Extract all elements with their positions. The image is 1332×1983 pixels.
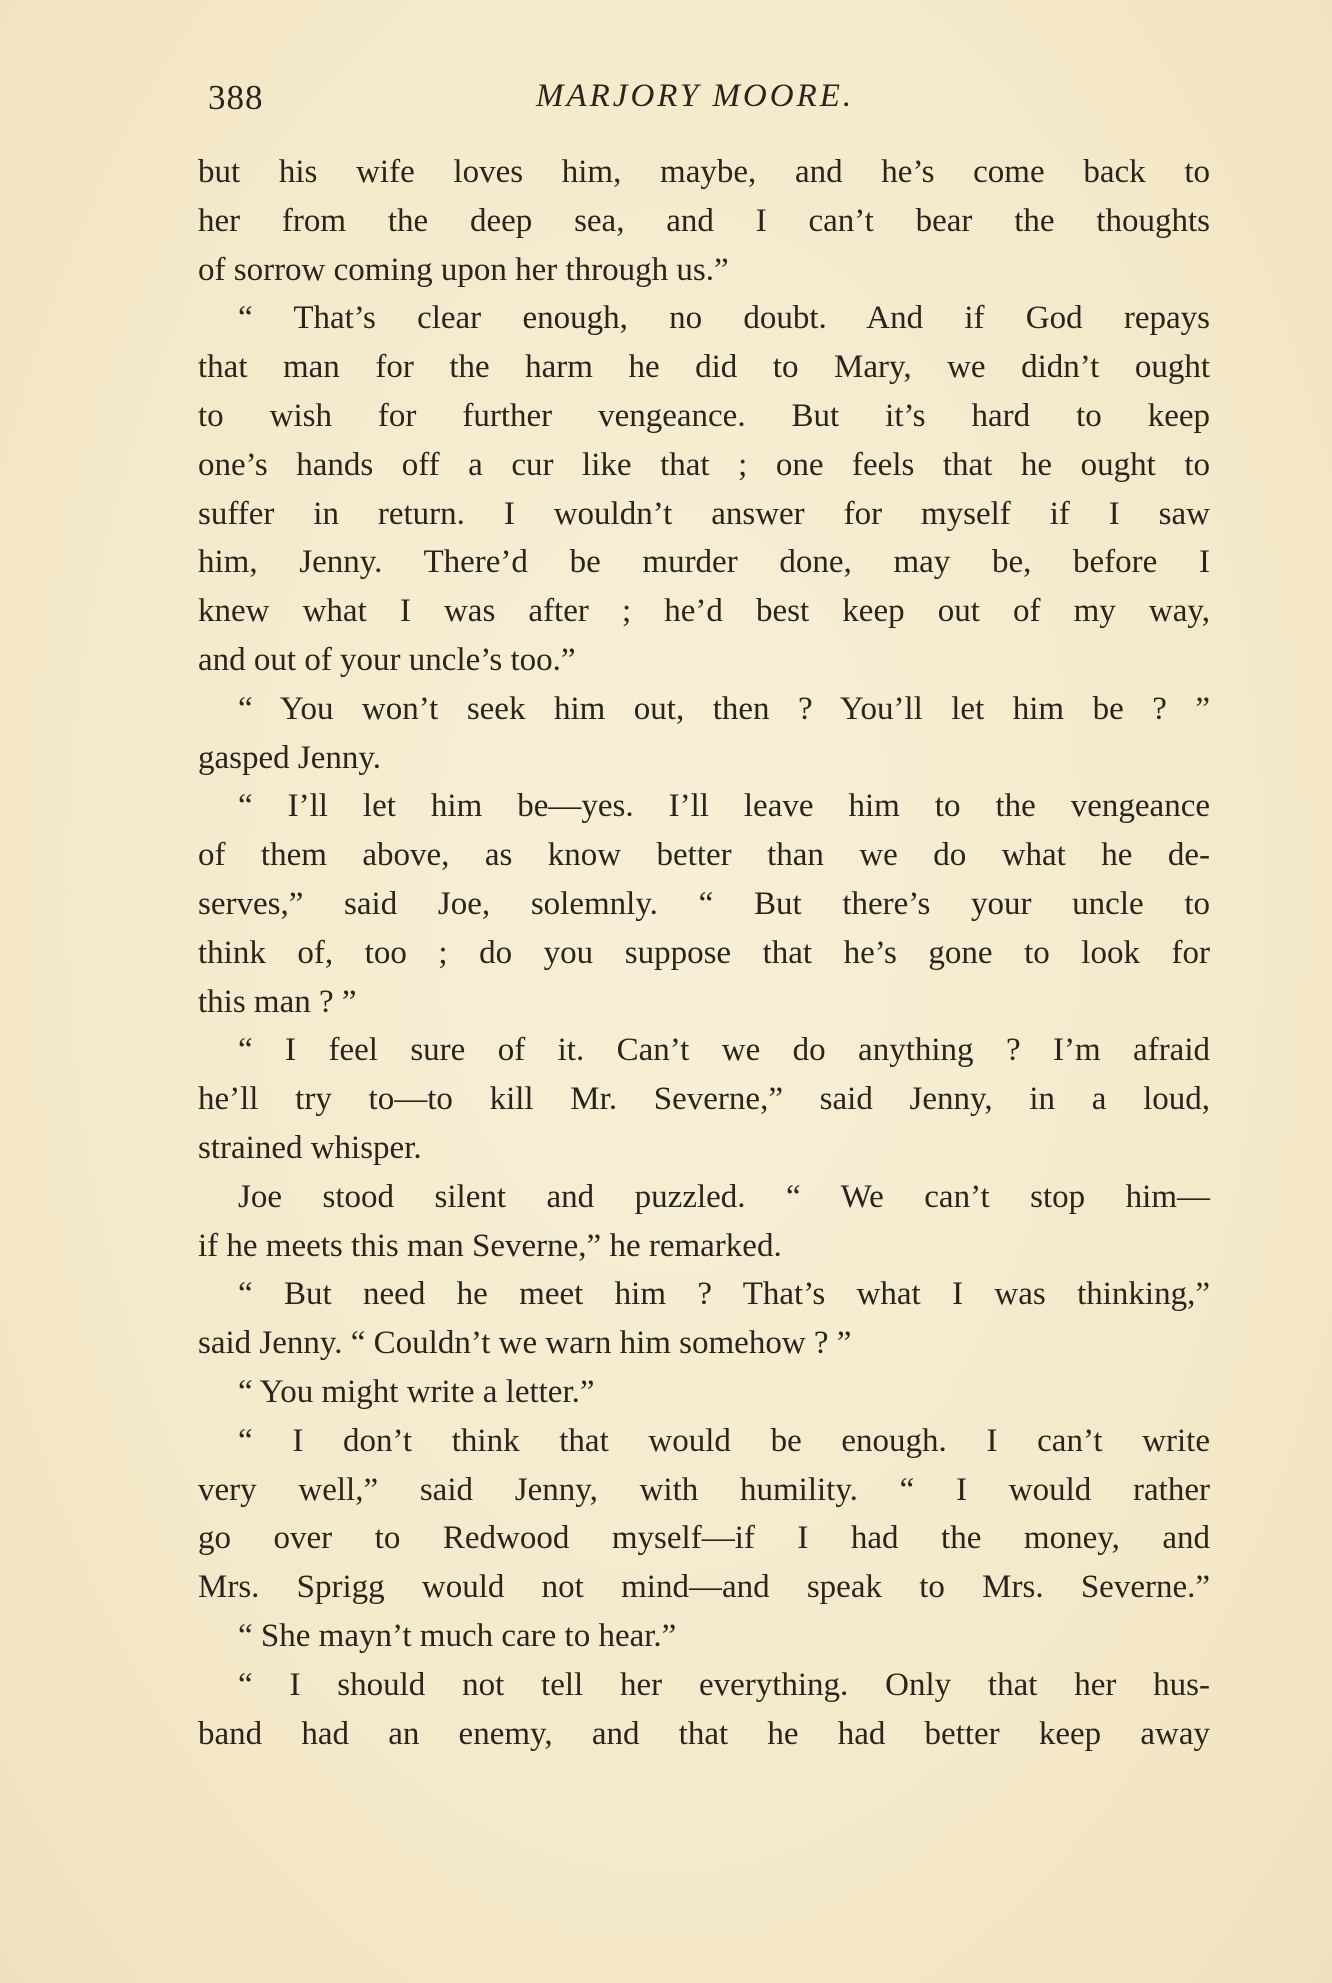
text-line: “ I should not tell her everything. Only that her hus-	[238, 1666, 1210, 1703]
text-line: but his wife loves him, maybe, and he’s come back to	[198, 154, 1210, 190]
text-line: that man for the harm he did to Mary, we didn’t ought	[198, 349, 1210, 386]
text-line: go over to Redwood myself—if I had the money, and	[198, 1520, 1210, 1557]
text-line: gasped Jenny.	[198, 739, 381, 776]
text-line: “ You might write a letter.”	[238, 1373, 595, 1410]
text-line: he’ll try to—to kill Mr. Severne,” said Jenny, in a loud,	[198, 1081, 1210, 1118]
text-line: knew what I was after ; he’d best keep out of my way,	[198, 593, 1210, 630]
text-line: suffer in return. I wouldn’t answer for myself if I saw	[198, 495, 1210, 532]
text-line: think of, too ; do you suppose that he’s gone to look for	[198, 934, 1210, 971]
text-line: her from the deep sea, and I can’t bear the thoughts	[198, 202, 1210, 239]
text-line: said Jenny. “ Couldn’t we warn him somehow ? ”	[198, 1325, 852, 1362]
text-line: of them above, as know better than we do what he de-	[198, 837, 1210, 874]
text-line: “ I feel sure of it. Can’t we do anything ? I’m afraid	[238, 1032, 1210, 1069]
text-line: to wish for further vengeance. But it’s hard to keep	[198, 397, 1210, 434]
text-line: strained whisper.	[198, 1129, 422, 1166]
page-number: 388	[208, 78, 264, 117]
text-line: “ I don’t think that would be enough. I can’t write	[238, 1422, 1210, 1459]
text-line: Mrs. Sprigg would not mind—and speak to Mrs. Severne.”	[198, 1569, 1210, 1606]
text-line: very well,” said Jenny, with humility. “ I would rather	[198, 1471, 1210, 1508]
text-line: “ I’ll let him be—yes. I’ll leave him to the vengeance	[238, 788, 1210, 825]
running-title: MARJORY MOORE.	[536, 78, 855, 114]
text-line: serves,” said Joe, solemnly. “ But there’s your uncle to	[198, 885, 1210, 922]
text-line: “ That’s clear enough, no doubt. And if God repays	[238, 300, 1210, 337]
text-line: Joe stood silent and puzzled. “ We can’t stop him—	[238, 1178, 1210, 1215]
running-head	[196, 78, 1196, 128]
text-line: and out of your uncle’s too.”	[198, 641, 576, 678]
text-line: him, Jenny. There’d be murder done, may be, before I	[198, 544, 1210, 581]
text-line: band had an enemy, and that he had better keep away	[198, 1715, 1210, 1752]
text-line: “ But need he meet him ? That’s what I was thinking,”	[238, 1276, 1210, 1313]
text-line: one’s hands off a cur like that ; one feels that he ought to	[198, 446, 1210, 483]
text-line: if he meets this man Severne,” he remarked.	[198, 1227, 782, 1264]
text-line: this man ? ”	[198, 983, 357, 1020]
text-line: of sorrow coming upon her through us.”	[198, 251, 729, 288]
text-line: “ She mayn’t much care to hear.”	[238, 1617, 677, 1654]
text-line: “ You won’t seek him out, then ? You’ll let him be ? ”	[238, 690, 1210, 727]
body-text	[198, 148, 1210, 1758]
